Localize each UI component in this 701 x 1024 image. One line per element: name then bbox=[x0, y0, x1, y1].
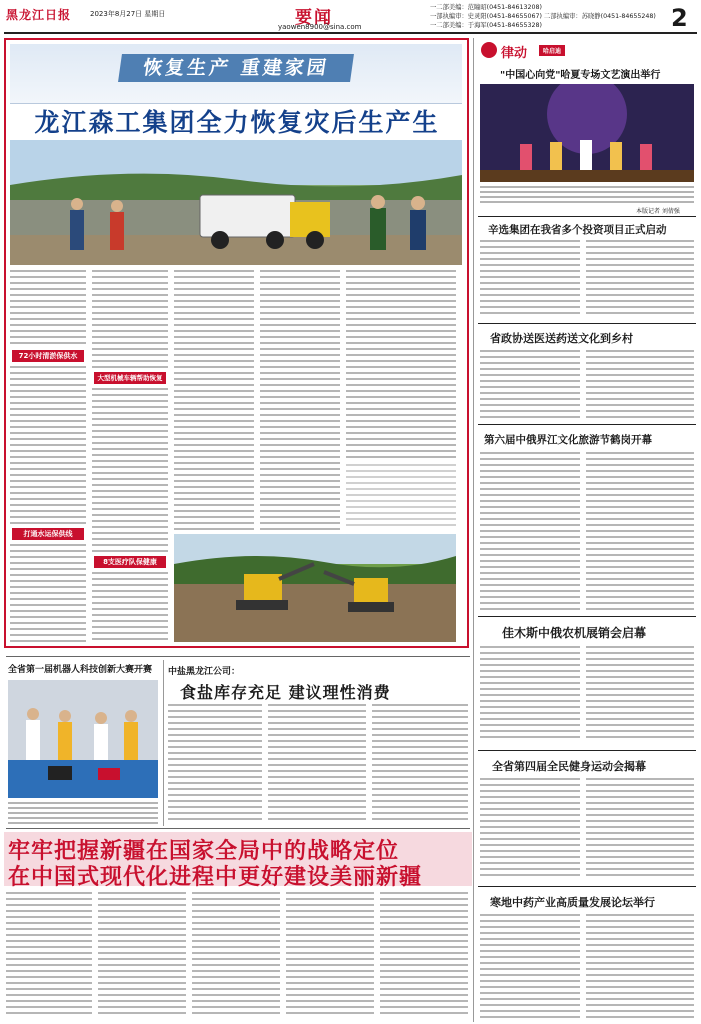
story-body bbox=[586, 914, 694, 1018]
divider bbox=[478, 323, 696, 324]
paper-name: 黑龙江日报 bbox=[6, 8, 72, 22]
divider bbox=[6, 656, 470, 657]
story-body bbox=[586, 646, 694, 742]
story-body bbox=[480, 778, 580, 878]
story-body bbox=[586, 240, 694, 315]
photo-caption bbox=[480, 186, 694, 204]
story-body bbox=[586, 452, 694, 610]
robot-headline: 全省第一届机器人科技创新大赛开赛 bbox=[8, 665, 153, 675]
bottom-headline-line2: 在中国式现代化进程中更好建设美丽新疆 bbox=[8, 865, 423, 890]
bottom-body bbox=[6, 892, 92, 1018]
lead-body-col3 bbox=[174, 270, 254, 530]
right-logo bbox=[477, 40, 607, 62]
bottom-headline-line1: 牢牢把握新疆在国家全局中的战略定位 bbox=[8, 839, 400, 864]
story-title: 寒地中药产业高质量发展论坛举行 bbox=[490, 896, 655, 909]
stage-photo bbox=[480, 84, 694, 182]
lead-body-col2 bbox=[92, 388, 168, 553]
lead-body-col4 bbox=[260, 270, 340, 530]
date-line: 2023年8月27日 星期日 bbox=[90, 10, 166, 18]
story-body bbox=[480, 914, 580, 1018]
section-title: 要闻 bbox=[295, 8, 333, 28]
story-title: 佳木斯中俄农机展销会启幕 bbox=[502, 626, 647, 640]
story-body bbox=[480, 350, 580, 418]
story-body bbox=[480, 240, 580, 315]
story-title: "中国心向党"哈夏专场文艺演出举行 bbox=[500, 70, 661, 81]
lead-photo bbox=[10, 140, 462, 265]
salt-headline: 食盐库存充足 建议理性消费 bbox=[180, 683, 391, 702]
divider bbox=[478, 616, 696, 617]
divider bbox=[163, 660, 164, 826]
divider bbox=[478, 886, 696, 887]
lead-subhead: 8支医疗队保健康 bbox=[94, 556, 166, 568]
contact-line: 一二部美编：范瞳昭(0451-84613208) bbox=[430, 4, 542, 11]
salt-kicker: 中盐黑龙江公司： bbox=[168, 667, 241, 677]
story-title: 全省第四届全民健身运动会揭幕 bbox=[492, 760, 646, 773]
story-title: 省政协送医送药送文化到乡村 bbox=[490, 332, 633, 345]
photo-byline: 本版记者 刘倩强 bbox=[636, 208, 680, 215]
divider bbox=[478, 216, 696, 217]
story-title: 第六届中俄界江文化旅游节鹤岗开幕 bbox=[484, 434, 652, 446]
photo-caption bbox=[8, 802, 158, 824]
contact-line: 一二部美编：于海军(0451-84655328) bbox=[430, 22, 542, 29]
salt-body bbox=[372, 704, 468, 820]
lead-subhead: 72小时清淤保供水 bbox=[12, 350, 84, 362]
lead-body-col2 bbox=[92, 572, 168, 644]
bottom-body bbox=[98, 892, 186, 1018]
lead-photo-2 bbox=[174, 534, 456, 642]
story-body bbox=[480, 452, 580, 610]
story-body bbox=[586, 778, 694, 878]
lead-body-col1 bbox=[10, 544, 86, 644]
bottom-body bbox=[286, 892, 374, 1018]
column-rule bbox=[473, 38, 474, 1022]
masthead-rule bbox=[4, 32, 697, 34]
contact-line: 一部执编审：史灵阳(0451-84655067) 二部执编审：苏晓静(0451-84655248) bbox=[430, 13, 656, 20]
divider bbox=[478, 424, 696, 425]
divider bbox=[478, 750, 696, 751]
lead-banner-text: 恢复生产 重建家园 bbox=[118, 54, 354, 82]
lead-body-col5 bbox=[346, 270, 456, 460]
section-email: yaowen8900@sina.com bbox=[278, 23, 362, 31]
lead-body-col5 bbox=[346, 464, 456, 530]
salt-body bbox=[268, 704, 366, 820]
divider bbox=[6, 828, 470, 829]
story-body bbox=[586, 350, 694, 418]
robot-contest-photo bbox=[8, 680, 158, 798]
bottom-body bbox=[192, 892, 280, 1018]
robot-photo bbox=[8, 680, 158, 798]
bottom-body bbox=[380, 892, 468, 1018]
page-number: 2 bbox=[671, 4, 688, 32]
story-title: 辛选集团在我省多个投资项目正式启动 bbox=[488, 224, 667, 236]
story-body bbox=[480, 646, 580, 742]
lead-banner bbox=[10, 44, 462, 104]
logo-sub: 哈启迪 bbox=[539, 45, 565, 56]
lead-body-col1 bbox=[10, 270, 86, 348]
salt-body bbox=[168, 704, 262, 820]
logo-text: 律动 bbox=[501, 46, 528, 61]
performance-photo bbox=[480, 84, 694, 182]
lead-subhead: 大型机械车辆帮助恢复 bbox=[94, 372, 166, 384]
lead-subhead: 打通水运保供线 bbox=[12, 528, 84, 540]
lead-headline: 龙江森工集团全力恢复灾后生产生 bbox=[34, 108, 440, 137]
excavator-photo bbox=[174, 534, 456, 642]
lead-body-col1 bbox=[10, 366, 86, 526]
logo-icon bbox=[481, 42, 497, 58]
lead-body-col2 bbox=[92, 270, 168, 370]
flood-relief-photo bbox=[10, 140, 462, 265]
